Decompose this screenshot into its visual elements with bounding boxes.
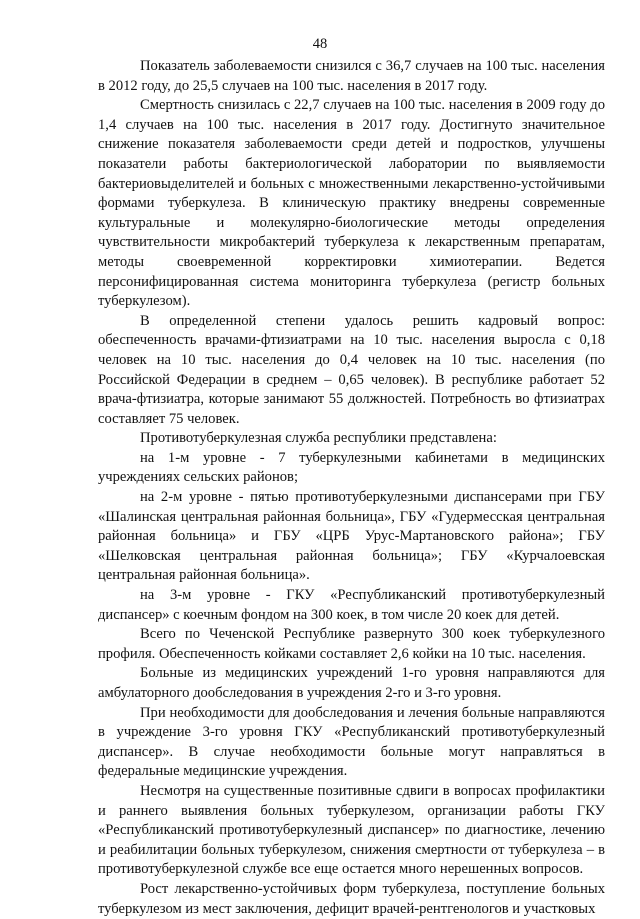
paragraph: Рост лекарственно-устойчивых форм туберкулеза, поступление больных туберкулезом из мест заключения, дефицит врачей-рентгенологов и участковых xyxy=(98,880,605,917)
paragraph: Несмотря на существенные позитивные сдвиги в вопросах профилактики и раннего выявления больных туберкулезом, организации работы ГКУ «Республиканский противотуберкулезный диспансер» по диагностике, лечению и реабилитации больных туберкулезом, снижения смертности от туберкулеза – в противотуберкулезной службе все еще остается много нерешенных вопросов. xyxy=(98,782,605,878)
paragraph: При необходимости для дообследования и лечения больные направляются в учреждение 3-го уровня ГКУ «Республиканский противотуберкулезный диспансер». В случае необходимости больные могут направляться в федеральные медицинские учреждения. xyxy=(98,704,605,780)
paragraph: на 2-м уровне - пятью противотуберкулезными диспансерами при ГБУ «Шалинская центральная районная больница», ГБУ «Гудермесская центральная районная больница» и ГБУ «ЦРБ Урус-Мартановского района»; ГБУ «Шелковская центральная районная больница»; ГБУ «Курчалоевская центральная районная больница». xyxy=(98,489,605,584)
paragraph: Всего по Чеченской Республике развернуто 300 коек туберкулезного профиля. Обеспеченность койками составляет 2,6 койки на 10 тыс. населения. xyxy=(98,626,605,662)
paragraph: Больные из медицинских учреждений 1-го уровня направляются для амбулаторного дообследования в учреждения 2-го и 3-го уровня. xyxy=(98,665,605,701)
paragraph: на 3-м уровне - ГКУ «Республиканский противотуберкулезный диспансер» с коечным фондом на 300 коек, в том числе 20 коек для детей. xyxy=(98,587,605,623)
paragraph: Противотуберкулезная служба республики представлена: xyxy=(140,430,497,447)
document-body xyxy=(98,57,605,919)
paragraph: Смертность снизилась с 22,7 случаев на 100 тыс. населения в 2009 году до 1,4 случаев на 100 тыс. населения в 2017 году. Достигнуто значительное снижение показателя заболеваемости среди детей и подростков, улучшены показатели работы бактериологической лаборатории по выявляемости бактериовыделителей и больных с множественными лекарственно-устойчивыми формами туберкулеза. В клиническую практику внедрены современные культуральные и молекулярно-биологические методы определения чувствительности микробактерий туберкулеза к лекарственным препаратам, методы своевременной корректировки химиотерапии. Ведется персонифицированная система мониторинга туберкулеза (регистр больных туберкулезом). xyxy=(98,97,605,310)
paragraph: Показатель заболеваемости снизился с 36,7 случаев на 100 тыс. населения в 2012 году, до 25,5 случаев на 100 тыс. населения в 2017 году. xyxy=(98,58,605,94)
paragraph: В определенной степени удалось решить кадровый вопрос: обеспеченность врачами-фтизиатрами на 10 тыс. населения выросла с 0,18 человек на 10 тыс. населения до 0,4 человек на 10 тыс. населения (по Российской Федерации в среднем – 0,65 человек). В республике работает 52 врача-фтизиатра, которые занимают 55 должностей. Потребность во фтизиатрах составляет 75 человек. xyxy=(98,312,605,427)
paragraph: на 1-м уровне - 7 туберкулезными кабинетами в медицинских учреждениях сельских районов; xyxy=(98,449,605,486)
page-number: 48 xyxy=(312,36,328,52)
